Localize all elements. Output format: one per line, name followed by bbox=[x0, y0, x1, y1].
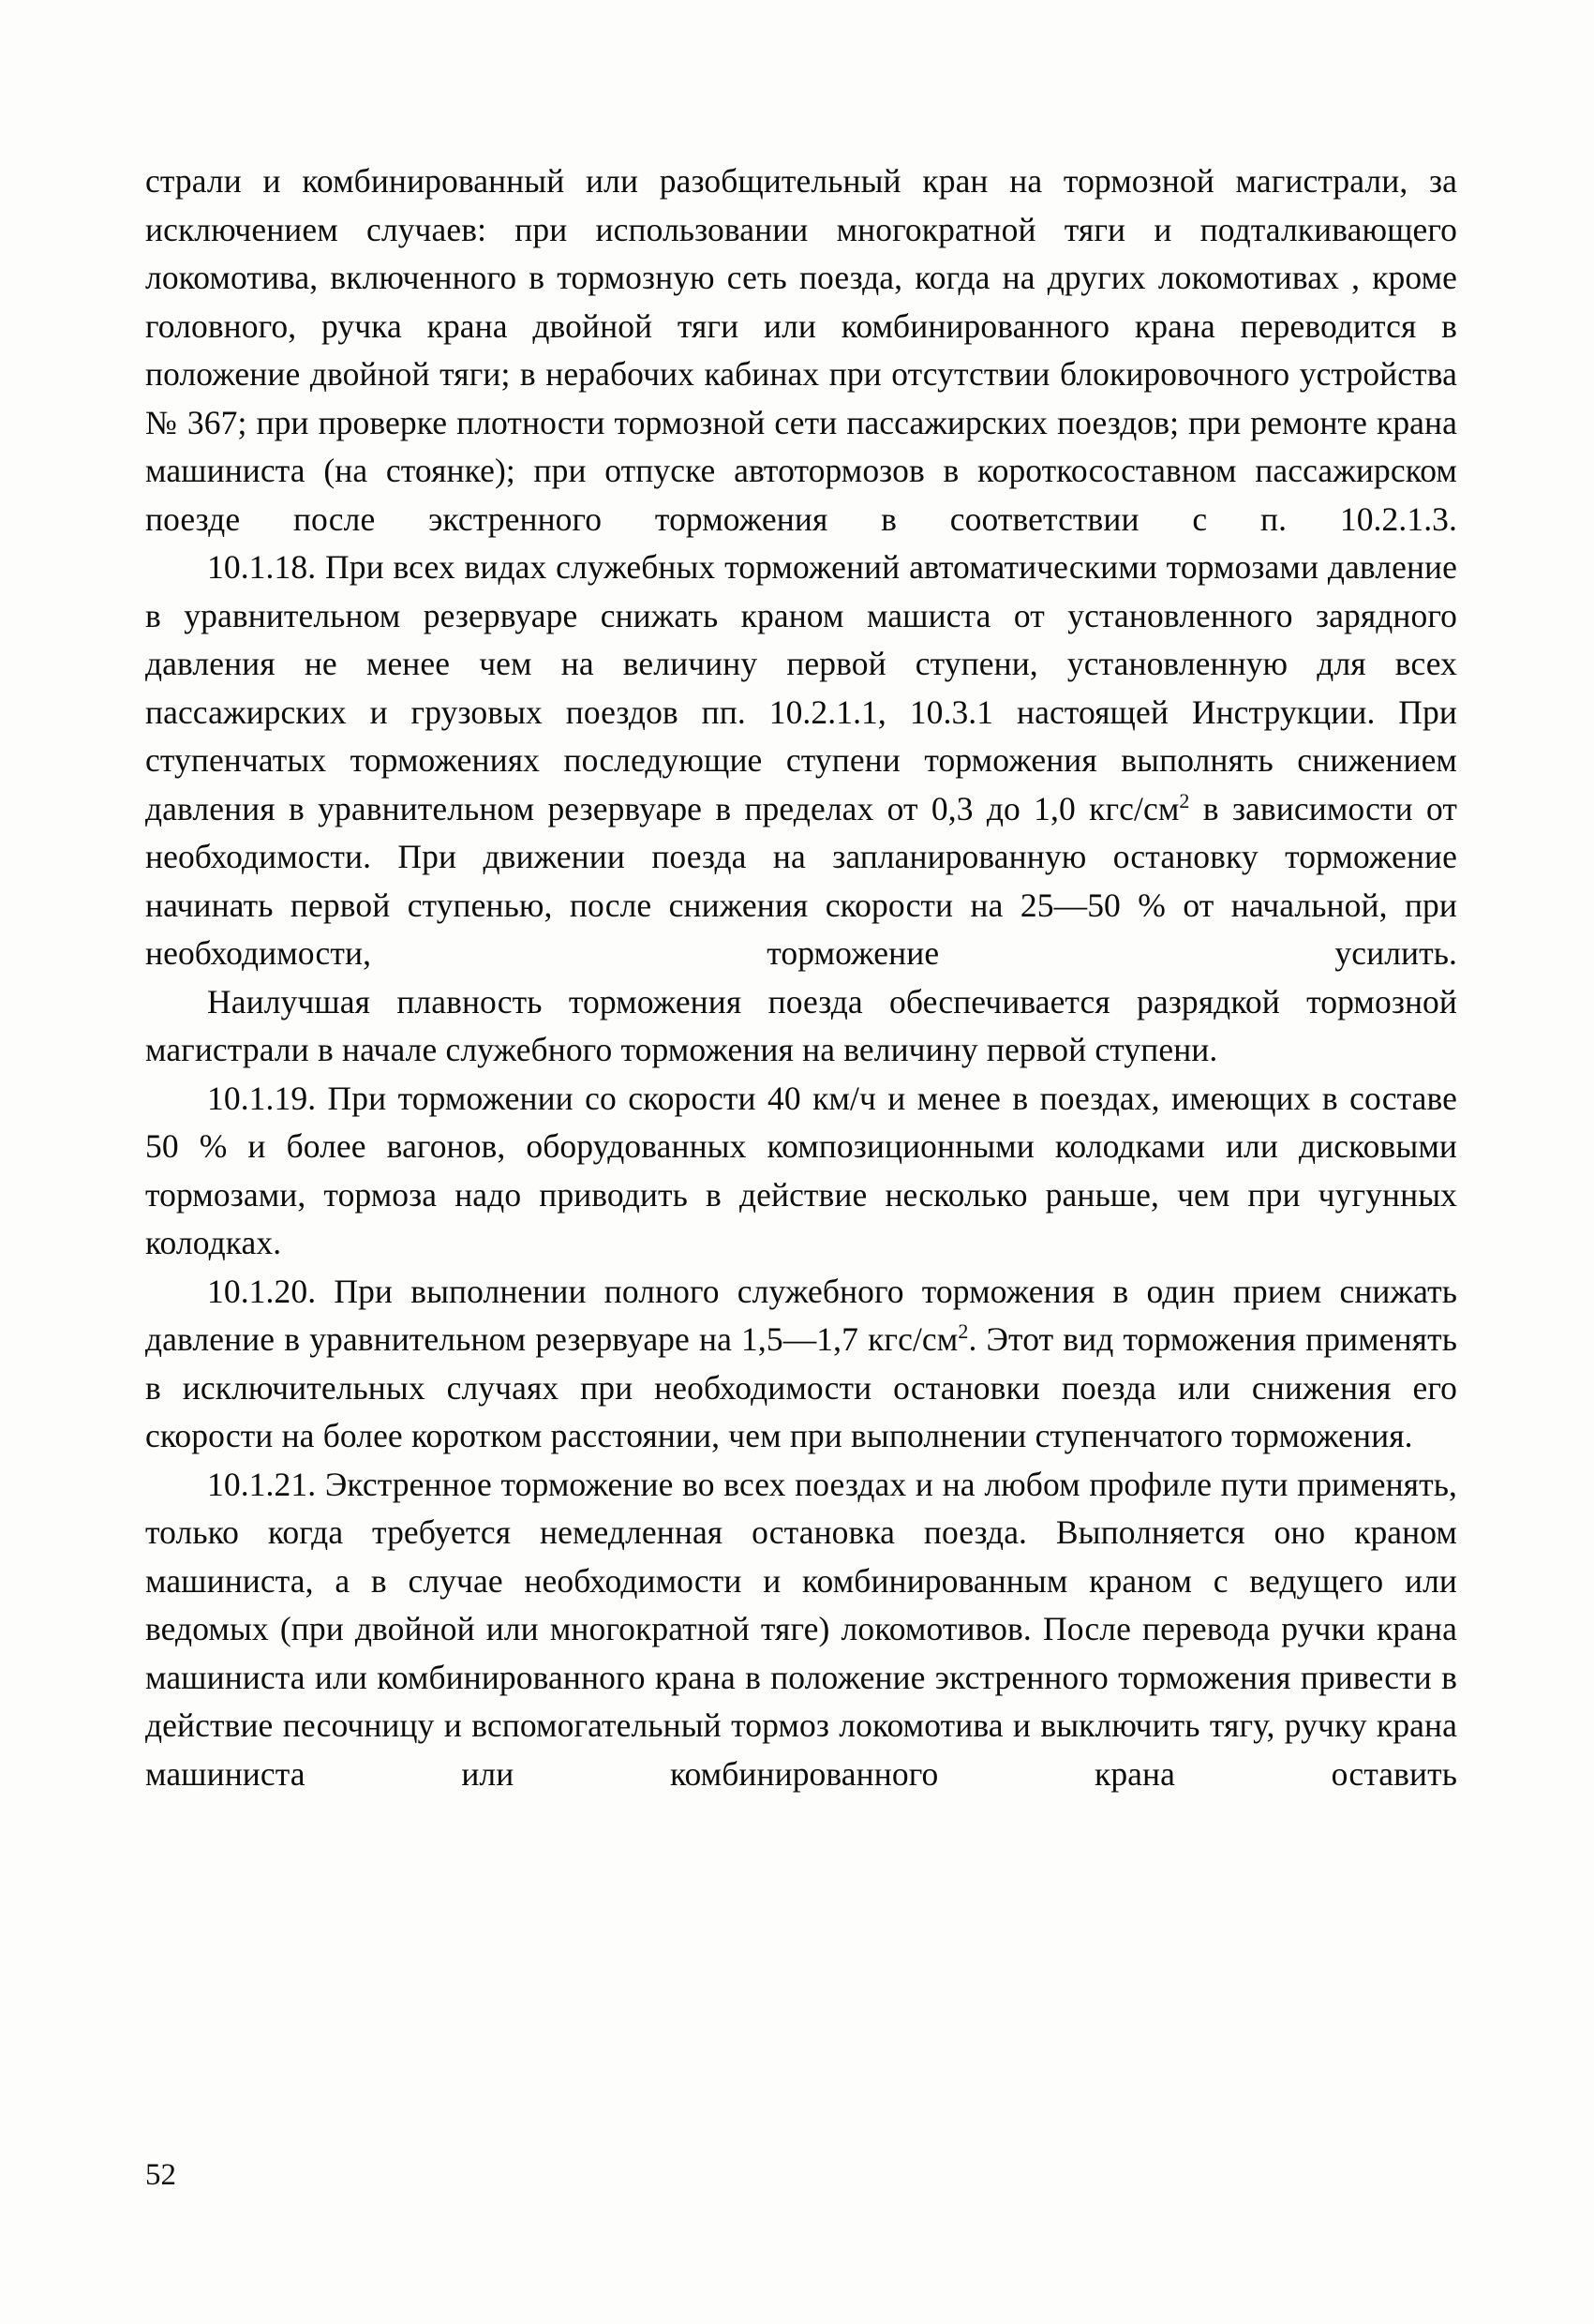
paragraph-10-1-20-text-1: 10.1.20. При выполнении полного служебного торможения в один прием снижать давление в уравнительном резервуаре на 1,5—1,7 кгс/см bbox=[145, 1272, 1457, 1358]
paragraph-10-1-18-text-2: в зависимости от необходимости. При движении поезда на запланированную остановку торможение начинать первой ступенью, после снижения скорости на 25—50 % от начальной, при необходимости, торможение усилить. bbox=[145, 789, 1457, 972]
paragraph-10-1-18-text-1: 10.1.18. При всех видах служебных торможений автоматическими тормозами давление в уравнительном резервуаре снижать краном машиста от установленного зарядного давления не менее чем на величину первой ступени, установленную для всех пассажирских и грузовых поездов пп. 10.2.1.1, 10.3.1 настоящей Инструкции. При ступенчатых торможениях последующие ступени торможения выполнять снижением давления в уравнительном резервуаре в пределах от 0,3 до 1,0 кгс/см bbox=[145, 548, 1457, 827]
paragraph-10-1-21: 10.1.21. Экстренное торможение во всех поездах и на любом профиле пути применять, только когда требуется немедленная остановка поезда. Выполняется оно краном машиниста, а в случае необходимости и комбинированным краном с ведущего или ведомых (при двойной или многократной тяге) локомотивов. После перевода ручки крана машиниста или комбинированного крана в положение экстренного торможения привести в действие песочницу и вспомогательный тормоз локомотива и выключить тягу, ручку крана машиниста или комбинированного крана оставить bbox=[145, 1465, 1457, 1793]
paragraph-10-1-20 bbox=[145, 1268, 1457, 1461]
paragraph-10-1-20-text-2: . Этот вид торможения применять в исключительных случаях при необходимости остановки поезда или снижения его скорости на более коротком расстоянии, чем при выполнении ступенчатого торможения. bbox=[145, 1320, 1457, 1454]
superscript-square: 2 bbox=[958, 1319, 969, 1344]
paragraph-10-1-18 bbox=[145, 544, 1457, 978]
superscript-square: 2 bbox=[1179, 788, 1190, 812]
paragraph-smoothness: Наилучшая плавность торможения поезда обеспечивается разрядкой тормозной магистрали в начале служебного торможения на величину первой ступени. bbox=[145, 982, 1457, 1068]
page-number: 52 bbox=[145, 2158, 176, 2192]
paragraph-continuation: страли и комбинированный или разобщительный кран на тормозной магистрали, за исключением случаев: при использовании многократной тяги и подталкивающего локомотива, включенного в тормозную сеть поезда, когда на других локомотивах , кроме головного, ручка крана двойной тяги или комбинированного крана переводится в положение двойной тяги; в нерабочих кабинах при отсутствии блокировочного устройства № 367; при проверке плотности тормозной сети пассажирских поездов; при ремонте крана машиниста (на стоянке); при отпуске автотормозов в короткосоставном пассажирском поезде после экстренного торможения в соответствии с п. 10.2.1.3. bbox=[145, 162, 1457, 538]
paragraph-10-1-19: 10.1.19. При торможении со скорости 40 км/ч и менее в поездах, имеющих в составе 50 % и более вагонов, оборудованных композиционными колодками или дисковыми тормозами, тормоза надо приводить в действие несколько раньше, чем при чугунных колодках. bbox=[145, 1079, 1457, 1261]
page-body-text bbox=[145, 157, 1457, 1798]
